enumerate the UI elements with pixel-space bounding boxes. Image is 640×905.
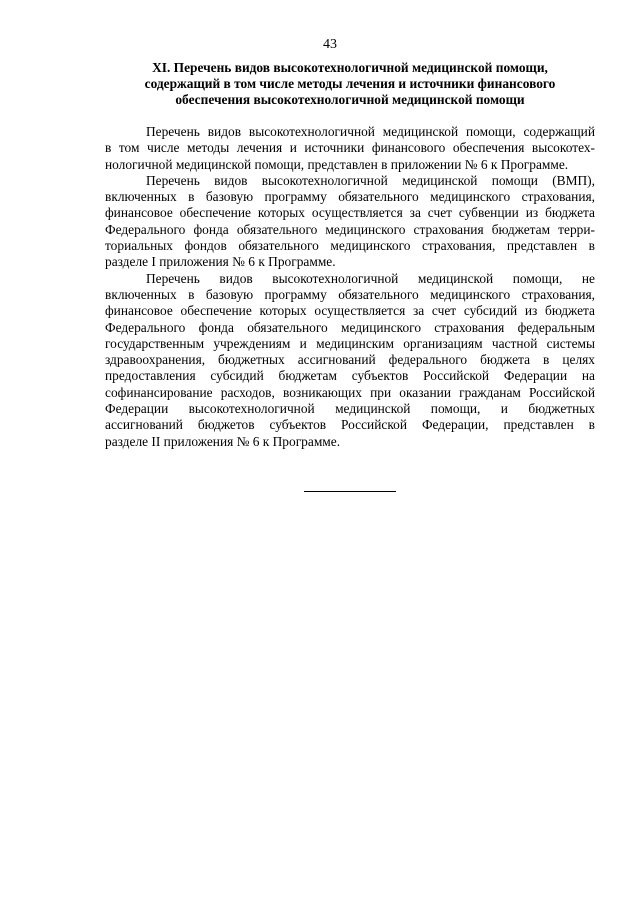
paragraph-line: разделе I приложения № 6 к Программе. <box>105 254 336 270</box>
paragraph-line: Перечень видов высокотехнологичной медицинской помощи (ВМП), <box>146 172 595 188</box>
paragraph-line: включенных в базовую программу обязательного медицинского страхования, <box>105 286 595 302</box>
paragraph-line: Перечень видов высокотехнологичной медицинской помощи, содержащий <box>146 124 595 139</box>
paragraph-line: Федерального фонда обязательного медицинского страхования федеральным <box>105 319 595 335</box>
paragraph-vmp-basic-program <box>105 173 595 271</box>
paragraph-line: государственным учреждениям и медицинским организациям частной системы <box>105 335 595 351</box>
section-heading-line: содержащий в том числе методы лечения и источники финансового <box>144 76 556 91</box>
paragraph-line: в том числе методы лечения и источники финансового обеспечения высокотех- <box>105 140 595 156</box>
paragraph-line: нологичной медицинской помощи, представлен в приложении № 6 к Программе. <box>105 156 569 172</box>
paragraph-line: разделе II приложения № 6 к Программе. <box>105 433 341 449</box>
paragraph-line: предоставления субсидий бюджетам субъектов Российской Федерации на <box>105 368 595 384</box>
paragraph-line: включенных в базовую программу обязательного медицинского страхования, <box>105 189 595 205</box>
paragraph-line: софинансирование расходов, возникающих при оказании гражданам Российской <box>105 384 595 400</box>
body-text <box>105 124 595 450</box>
paragraph-line: ториальных фондов обязательного медицинского страхования, представлен в <box>105 238 595 254</box>
page-number: 43 <box>323 37 337 52</box>
section-heading <box>105 60 595 108</box>
paragraph-line: Федерации высокотехнологичной медицинской помощи, и бюджетных <box>105 401 595 417</box>
end-separator-line <box>304 491 396 492</box>
paragraph-line: Федерального фонда обязательного медицинского страхования бюджетам терри- <box>105 221 595 237</box>
paragraph-line: Перечень видов высокотехнологичной медицинской помощи, не <box>146 270 595 286</box>
paragraph-vmp-not-in-basic-program <box>105 271 595 450</box>
paragraph-vmp-list-intro <box>105 124 595 173</box>
paragraph-line: финансовое обеспечение которых осуществляется за счет субсидий из бюджета <box>105 303 595 319</box>
section-heading-line: XI. Перечень видов высокотехнологичной медицинской помощи, <box>152 60 548 75</box>
paragraph-line: ассигнований бюджетов субъектов Российской Федерации, представлен в <box>105 417 595 433</box>
paragraph-line: здравоохранения, бюджетных ассигнований федерального бюджета в целях <box>105 352 595 368</box>
paragraph-line: финансовое обеспечение которых осуществляется за счет субвенции из бюджета <box>105 205 595 221</box>
section-heading-line: обеспечения высокотехнологичной медицинской помощи <box>175 92 525 107</box>
